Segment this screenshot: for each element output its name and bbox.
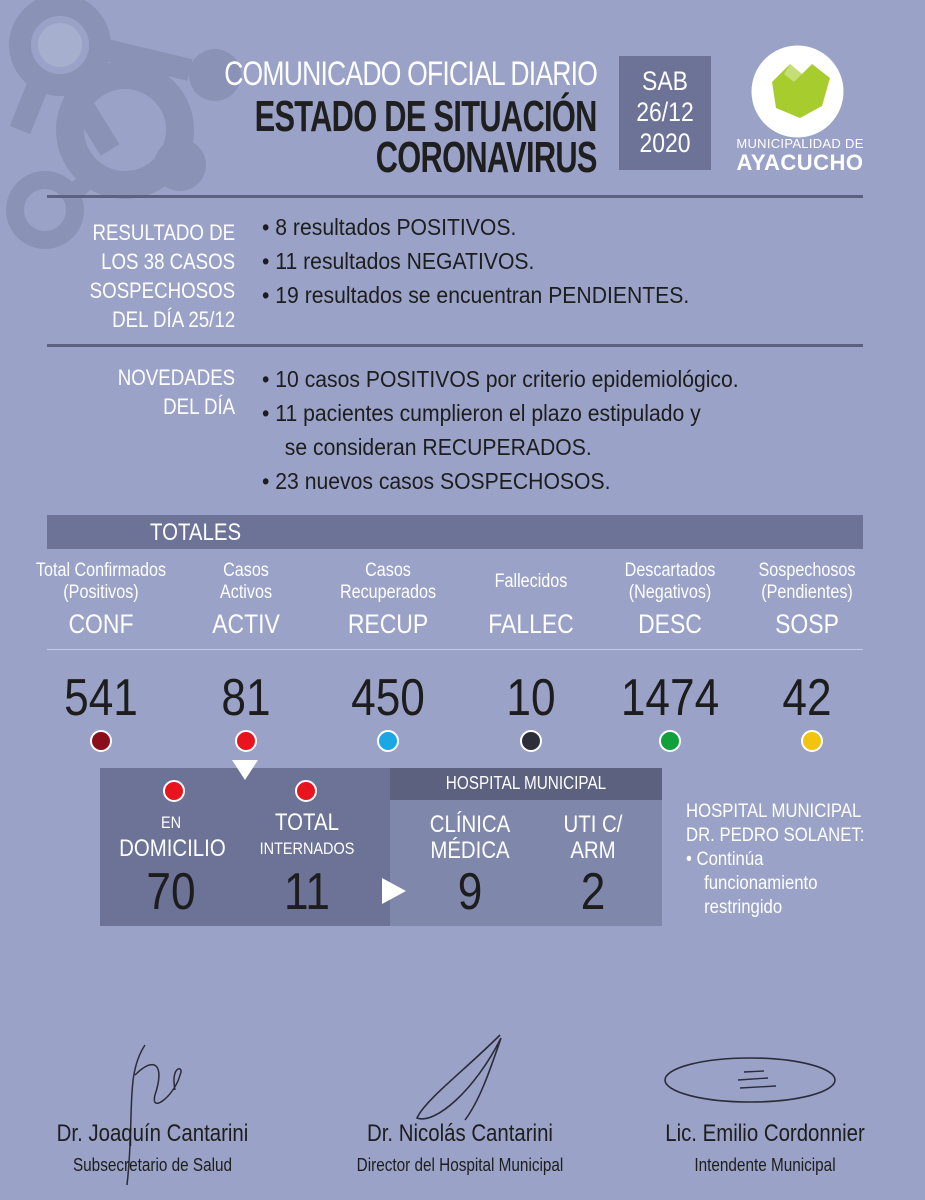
domicilio-label-line2: DOMICILIO [119, 835, 226, 862]
clinica-label-line2: MÉDICA [430, 837, 510, 864]
uti-value: 2 [580, 863, 606, 921]
column-value: 81 [221, 669, 271, 727]
uti-label-line1: UTI C/ [563, 811, 623, 838]
column-label-line1: Casos [223, 560, 269, 581]
down-arrow-icon [230, 758, 260, 782]
internados-label-line1: TOTAL [275, 809, 339, 836]
title-line-1: COMUNICADO OFICIAL DIARIO [224, 55, 597, 93]
totals-heading: TOTALES [150, 519, 242, 546]
news-bullets [262, 362, 780, 498]
uti-label [540, 812, 646, 864]
status-dot-domicilio [163, 780, 185, 802]
hospital-note-line: • Continúa [686, 849, 764, 870]
status-dot-internados [295, 780, 317, 802]
municipality-logo-icon [750, 44, 845, 139]
internados-label [245, 810, 369, 862]
news-label-line: NOVEDADES [117, 365, 235, 390]
signature-name-2: Dr. Nicolás Cantarini [367, 1120, 553, 1147]
results-bullet: • 8 resultados POSITIVOS. [262, 214, 517, 240]
column-label-line2: Activos [219, 582, 273, 603]
date-day-month: 26/12 [636, 97, 694, 127]
column-label-line2: (Pendientes) [761, 582, 853, 603]
status-dot-desc [659, 730, 681, 752]
column-label-line2: (Positivos) [63, 582, 139, 603]
signature-role-1: Subsecretario de Salud [72, 1155, 233, 1175]
column-code: CONF [68, 609, 134, 639]
status-dot-recup [377, 730, 399, 752]
signature-role-2: Director del Hospital Municipal [356, 1155, 564, 1175]
date-day: SAB [642, 66, 688, 96]
column-value: 1474 [620, 669, 720, 727]
domicilio-label [110, 810, 232, 862]
right-arrow-icon [380, 876, 410, 906]
column-label-line1: Fallecidos [494, 571, 568, 592]
uti-label-line2: ARM [570, 837, 616, 864]
column-value: 450 [351, 669, 425, 727]
news-bullet: • 23 nuevos casos SOSPECHOSOS. [262, 468, 611, 494]
column-code: FALLEC [488, 609, 574, 639]
news-bullet: se consideran RECUPERADOS. [273, 434, 592, 460]
internados-label-line2: INTERNADOS [259, 839, 355, 858]
column-label-line1: Descartados [624, 560, 716, 581]
date-year: 2020 [639, 128, 691, 158]
column-code: DESC [638, 609, 702, 639]
column-label-line2: Recuperados [339, 582, 437, 603]
logo-text-ayacucho: AYACUCHO [736, 150, 864, 175]
status-dot-fallec [520, 730, 542, 752]
column-label-line2: (Negativos) [628, 582, 712, 603]
divider [47, 344, 863, 347]
signature-role-3: Intendente Municipal [694, 1155, 836, 1175]
results-bullets [262, 210, 726, 312]
domicilio-value: 70 [146, 863, 196, 921]
hospital-note [686, 800, 889, 920]
hospital-note-line: restringido [694, 897, 783, 918]
clinica-value: 9 [457, 863, 483, 921]
news-label-line: DEL DÍA [162, 394, 235, 419]
news-label [118, 363, 235, 421]
column-label-line1: Total Confirmados [35, 560, 167, 581]
results-label-line: DEL DÍA 25/12 [111, 307, 235, 332]
logo-text-municipalidad: MUNICIPALIDAD DE [736, 136, 864, 151]
results-label-line: SOSPECHOSOS [89, 278, 235, 303]
hospital-heading: HOSPITAL MUNICIPAL [445, 773, 607, 793]
internados-value: 11 [284, 863, 330, 921]
signature-name-3: Lic. Emilio Cordonnier [665, 1120, 865, 1147]
domicilio-label-line1: EN [160, 813, 182, 832]
column-label-line1: Sospechosos [758, 560, 856, 581]
results-bullet: • 19 resultados se encuentran PENDIENTES. [262, 282, 690, 308]
clinica-label-line1: CLÍNICA [429, 811, 511, 838]
column-code: RECUP [347, 609, 429, 639]
divider [47, 649, 863, 650]
status-dot-sosp [801, 730, 823, 752]
news-bullet: • 10 casos POSITIVOS por criterio epidemiológico. [262, 366, 739, 392]
column-value: 541 [64, 669, 138, 727]
column-code: ACTIV [212, 609, 280, 639]
title-line-3: CORONAVIRUS [375, 133, 597, 182]
hospital-note-line: funcionamiento [694, 873, 818, 894]
results-label-line: RESULTADO DE [92, 220, 235, 245]
results-bullet: • 11 resultados NEGATIVOS. [262, 248, 535, 274]
total-column-sosp [722, 560, 892, 727]
title-line-2: ESTADO DE SITUACIÓN [254, 92, 597, 141]
column-value: 10 [506, 669, 556, 727]
column-label-line1: Casos [365, 560, 411, 581]
divider [47, 195, 863, 198]
results-label-line: LOS 38 CASOS [100, 249, 235, 274]
clinica-label [408, 812, 532, 864]
signature-name-1: Dr. Joaquín Cantarini [56, 1120, 249, 1147]
column-code: SOSP [775, 609, 839, 639]
hospital-note-line: DR. PEDRO SOLANET: [686, 825, 865, 846]
status-dot-activ [235, 730, 257, 752]
date-box [619, 56, 711, 170]
status-dot-conf [90, 730, 112, 752]
signature-graphic-2 [405, 1030, 515, 1130]
hospital-note-line: HOSPITAL MUNICIPAL [686, 801, 862, 822]
column-value: 42 [782, 669, 832, 727]
results-label [90, 218, 235, 334]
signature-graphic-3 [658, 1050, 843, 1110]
news-bullet: • 11 pacientes cumplieron el plazo estipulado y [262, 400, 701, 426]
